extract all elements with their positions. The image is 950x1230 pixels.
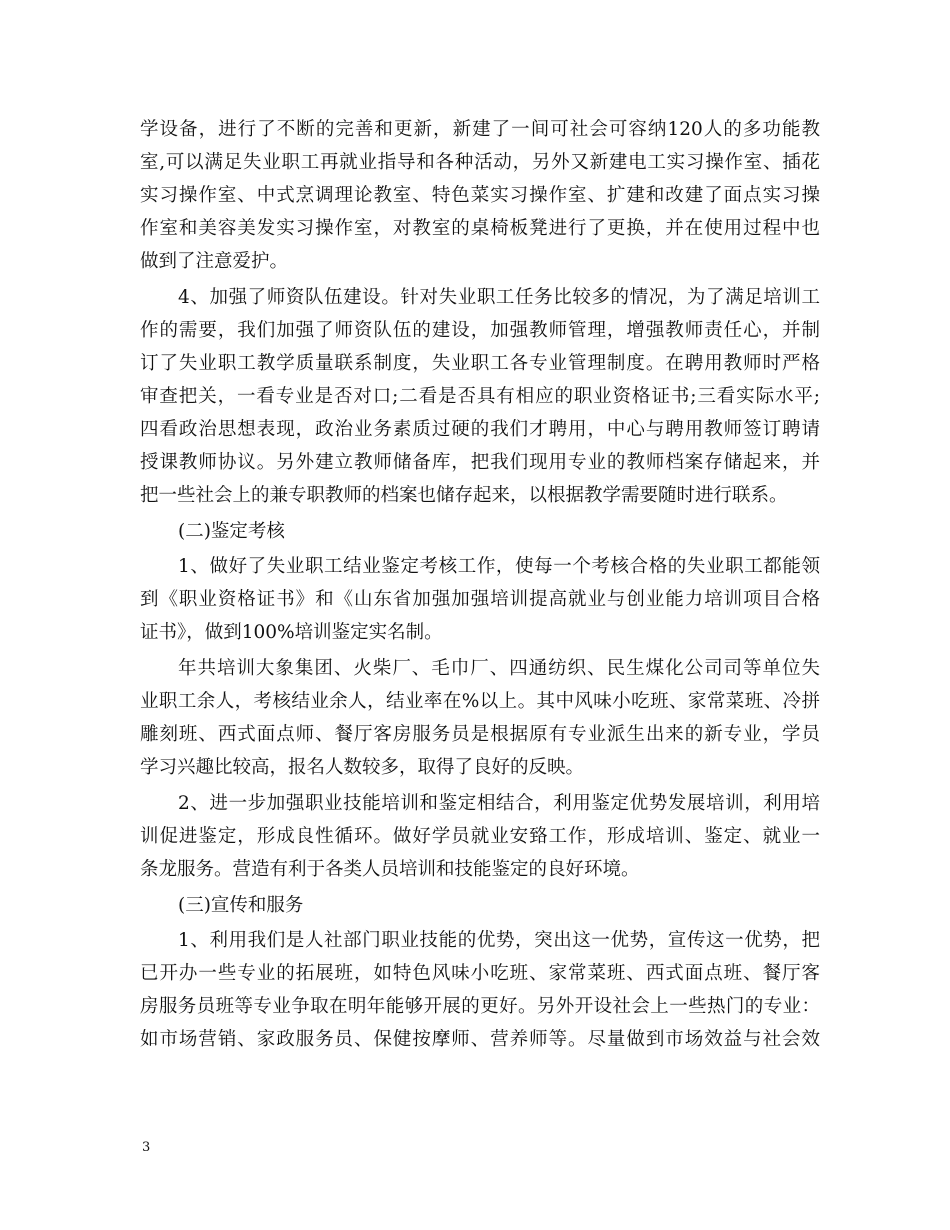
text-line: 室,可以满足失业职工再就业指导和各种活动，另外又新建电工实习操作室、插花 (140, 152, 820, 173)
text-line: 学习兴趣比较高，报名人数较多，取得了良好的反映。 (140, 757, 585, 778)
text-line: 审查把关，一看专业是否对口;二看是否具有相应的职业资格证书;三看实际水平; (140, 386, 820, 407)
text-line: 学设备，进行了不断的完善和更新，新建了一间可社会可容纳120人的多功能教 (140, 119, 820, 140)
text-line: 已开办一些专业的拓展班，如特色风味小吃班、家常菜班、西式面点班、餐厅客 (140, 963, 820, 984)
text-line: 四看政治思想表现，政治业务素质过硬的我们才聘用，中心与聘用教师签订聘请 (140, 419, 820, 440)
text-line: 授课教师协议。另外建立教师储备库，把我们现用专业的教师档案存储起来，并 (140, 452, 820, 473)
text-line: 作室和美容美发实习操作室，对教室的桌椅板凳进行了更换，并在使用过程中也 (140, 218, 820, 239)
text-line: 条龙服务。营造有利于各类人员培训和技能鉴定的良好环境。 (140, 859, 640, 880)
text-line: 证书》，做到100%培训鉴定实名制。 (140, 622, 443, 643)
text-line: 2、进一步加强职业技能培训和鉴定相结合，利用鉴定优势发展培训，利用培 (178, 793, 820, 814)
text-line: 作的需要，我们加强了师资队伍的建设，加强教师管理，增强教师责任心，并制 (140, 320, 820, 341)
text-line: 业职工余人，考核结业余人，结业率在%以上。其中风味小吃班、家常菜班、冷拼 (140, 691, 820, 712)
text-line: 训促进鉴定，形成良性循环。做好学员就业安臵工作，形成培训、鉴定、就业一 (140, 826, 820, 847)
text-line: 到《职业资格证书》和《山东省加强加强培训提高就业与创业能力培训项目合格 (140, 589, 820, 610)
text-line: 年共培训大象集团、火柴厂、毛巾厂、四通纺织、民生煤化公司司等单位失 (178, 658, 820, 679)
text-line: 订了失业职工教学质量联系制度，失业职工各专业管理制度。在聘用教师时严格 (140, 353, 820, 374)
text-line: 如市场营销、家政服务员、保健按摩师、营养师等。尽量做到市场效益与社会效 (140, 1029, 820, 1050)
text-line: 把一些社会上的兼专职教师的档案也储存起来，以根据教学需要随时进行联系。 (140, 485, 788, 506)
section-heading: (三)宣传和服务 (178, 895, 304, 916)
text-line: 1、做好了失业职工结业鉴定考核工作，使每一个考核合格的失业职工都能领 (178, 556, 820, 577)
text-line: 实习操作室、中式烹调理论教室、特色菜实习操作室、扩建和改建了面点实习操 (140, 185, 820, 206)
text-line: 做到了注意爱护。 (140, 251, 289, 272)
text-line: 雕刻班、西式面点师、餐厅客房服务员是根据原有专业派生出来的新专业，学员 (140, 724, 820, 745)
text-line: 1、利用我们是人社部门职业技能的优势，突出这一优势，宣传这一优势，把 (178, 930, 820, 951)
page-number: 3 (142, 1140, 151, 1155)
text-line: 房服务员班等专业争取在明年能够开展的更好。另外开设社会上一些热门的专业： (140, 996, 820, 1017)
section-heading: (二)鉴定考核 (178, 521, 285, 542)
text-line: 4、加强了师资队伍建设。针对失业职工任务比较多的情况，为了满足培训工 (178, 287, 820, 308)
